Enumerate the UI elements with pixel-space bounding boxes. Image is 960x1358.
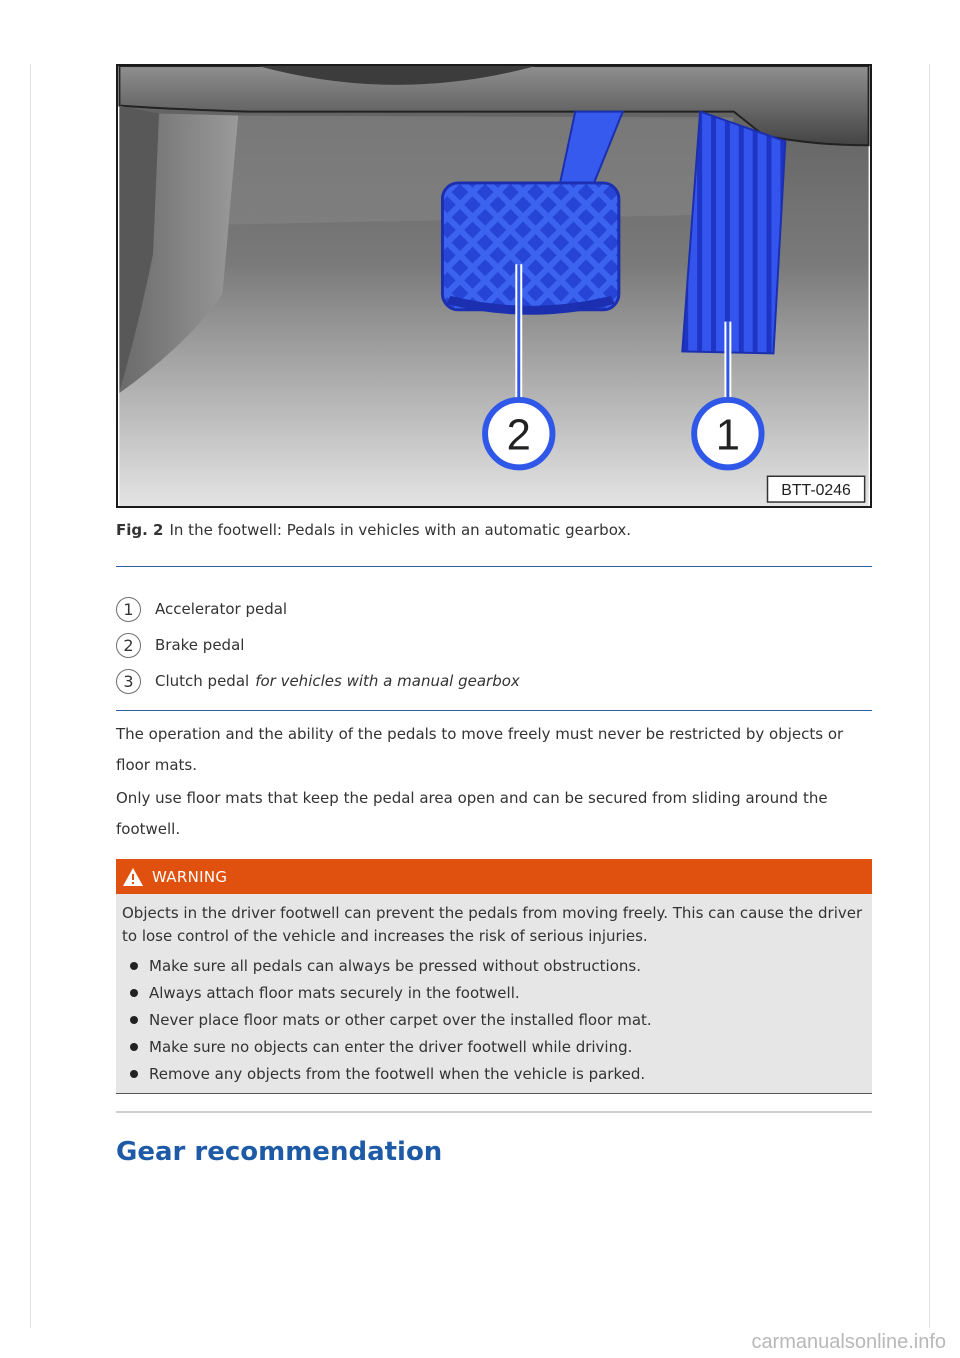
figure-caption-text: In the footwell: Pedals in vehicles with an automatic gearbox. xyxy=(169,521,632,539)
warning-bullet: Never place floor mats or other carpet over the installed floor mat. xyxy=(130,1006,864,1033)
callout-1-label: 1 xyxy=(715,411,740,460)
page-margin-rule-left xyxy=(30,64,31,1328)
section-heading: Gear recommendation xyxy=(116,1137,443,1167)
legend-label: Brake pedal xyxy=(155,636,245,654)
bullet-icon xyxy=(130,962,138,970)
warning-body xyxy=(116,894,872,1094)
figure-label: Fig. 2 xyxy=(116,521,164,539)
legend-list xyxy=(116,591,520,699)
section-divider xyxy=(116,1111,872,1113)
bullet-icon xyxy=(130,1043,138,1051)
warning-bullet-list xyxy=(122,952,864,1087)
legend-item xyxy=(116,627,520,663)
warning-bullet: Make sure no objects can enter the driver footwell while driving. xyxy=(130,1033,864,1060)
warning-title: WARNING xyxy=(152,867,228,886)
pedal-illustration xyxy=(118,66,870,506)
warning-text: Objects in the driver footwell can prevent the pedals from moving freely. This can cause the driver to lose control of the vehicle and increases the risk of serious injuries. xyxy=(122,904,863,945)
pedal-figure xyxy=(116,64,872,508)
legend-item xyxy=(116,591,520,627)
bullet-icon xyxy=(130,1070,138,1078)
figure-caption xyxy=(116,521,631,539)
legend-label: Accelerator pedal xyxy=(155,600,288,618)
warning-bullet: Always attach floor mats securely in the footwell. xyxy=(130,979,864,1006)
body-paragraph: Only use floor mats that keep the pedal area open and can be secured from sliding around the footwell. xyxy=(116,789,828,838)
bullet-icon xyxy=(130,1016,138,1024)
warning-triangle-icon xyxy=(122,867,144,887)
legend-note: for vehicles with a manual gearbox xyxy=(255,672,520,690)
callout-2-label: 2 xyxy=(506,411,531,460)
bullet-icon xyxy=(130,989,138,997)
body-paragraph: The operation and the ability of the pedals to move freely must never be restricted by objects or floor mats. xyxy=(116,725,844,774)
page-margin-rule-right xyxy=(929,64,930,1328)
legend-number-badge: 3 xyxy=(116,669,141,694)
warning-bullet: Remove any objects from the footwell when the vehicle is parked. xyxy=(130,1060,864,1087)
legend-item xyxy=(116,663,520,699)
legend-number-badge: 1 xyxy=(116,597,141,622)
warning-bullet: Make sure all pedals can always be pressed without obstructions. xyxy=(130,952,864,979)
legend-number-badge: 2 xyxy=(116,633,141,658)
watermark: carmanualsonline.info xyxy=(751,1331,946,1353)
warning-box xyxy=(116,859,872,1094)
warning-header xyxy=(116,859,872,894)
divider xyxy=(116,566,872,567)
figure-code: BTT-0246 xyxy=(781,482,851,500)
legend-label: Clutch pedal xyxy=(155,672,250,690)
divider xyxy=(116,710,872,711)
